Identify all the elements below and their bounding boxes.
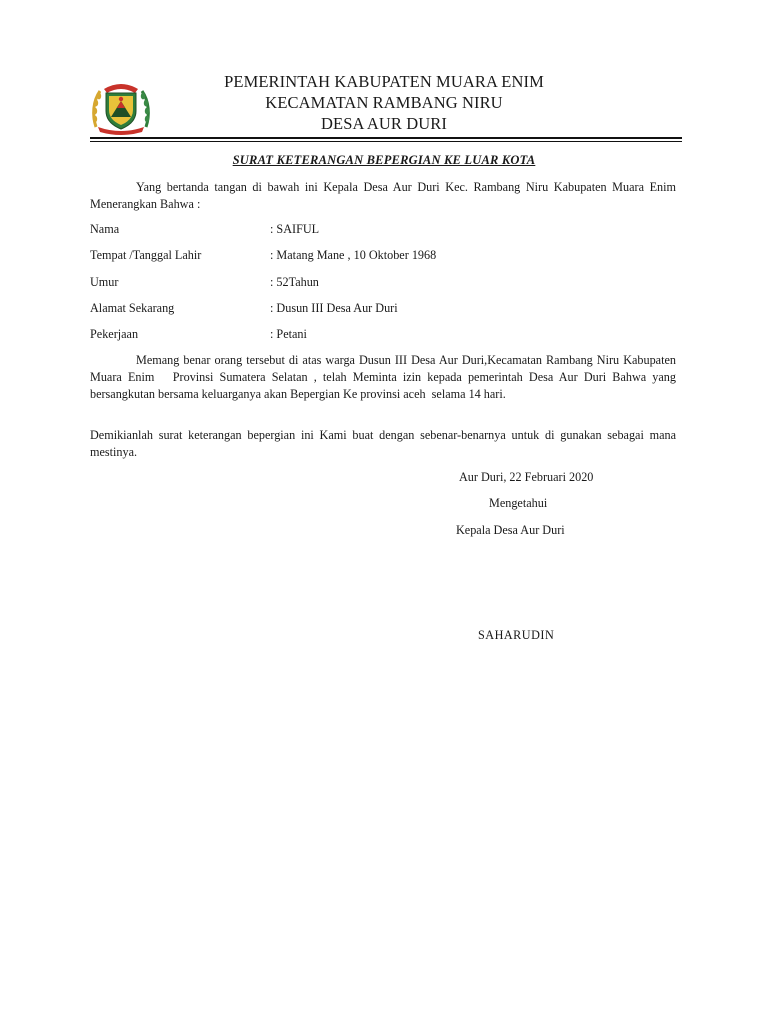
field-row-age — [90, 274, 319, 291]
field-label: Umur — [90, 275, 119, 289]
field-label: Tempat /Tanggal Lahir — [90, 248, 202, 262]
signature-role: Kepala Desa Aur Duri — [456, 523, 565, 537]
field-row-address — [90, 300, 398, 317]
field-label: Pekerjaan — [90, 327, 139, 341]
field-label: Alamat Sekarang — [90, 301, 175, 315]
field-label: Nama — [90, 222, 120, 236]
field-row-birth — [90, 247, 436, 264]
closing-paragraph: Demikianlah surat keterangan bepergian ini Kami buat dengan sebenar-benarnya untuk di gunakan sebagai mana mestinya. — [90, 428, 676, 459]
field-value: : Dusun III Desa Aur Duri — [270, 301, 398, 315]
field-value: : 52Tahun — [270, 275, 319, 289]
header-government: PEMERINTAH KABUPATEN MUARA ENIM — [224, 72, 544, 91]
intro-paragraph: Yang bertanda tangan di bawah ini Kepala Desa Aur Duri Kec. Rambang Niru Kabupaten Muara Enim Menerangkan Bahwa : — [90, 180, 676, 211]
field-value: : SAIFUL — [270, 222, 320, 236]
field-value: : Matang Mane , 10 Oktober 1968 — [270, 248, 437, 262]
letter-title: SURAT KETERANGAN BEPERGIAN KE LUAR KOTA — [232, 153, 536, 167]
signatory-name: SAHARUDIN — [478, 628, 555, 642]
field-value: : Petani — [270, 327, 307, 341]
header-divider-thin — [90, 141, 682, 142]
header-district: KECAMATAN RAMBANG NIRU — [265, 93, 503, 112]
header-divider-thick — [90, 137, 682, 139]
header-village: DESA AUR DURI — [321, 114, 447, 133]
body-paragraph: Memang benar orang tersebut di atas warga Dusun III Desa Aur Duri,Kecamatan Rambang Niru Kabupaten Muara Enim Provinsi Sumatera Selatan , telah Meminta izin kepada pemerintah Desa Aur Duri Bahwa yang bersangkutan bersama keluarganya akan Bepergian Ke provinsi aceh selama 14 hari. — [90, 353, 680, 401]
signature-place-date: Aur Duri, 22 Februari 2020 — [459, 470, 594, 484]
field-row-name — [90, 221, 319, 238]
signature-acknowledged: Mengetahui — [489, 496, 548, 510]
field-row-occupation — [90, 326, 307, 343]
